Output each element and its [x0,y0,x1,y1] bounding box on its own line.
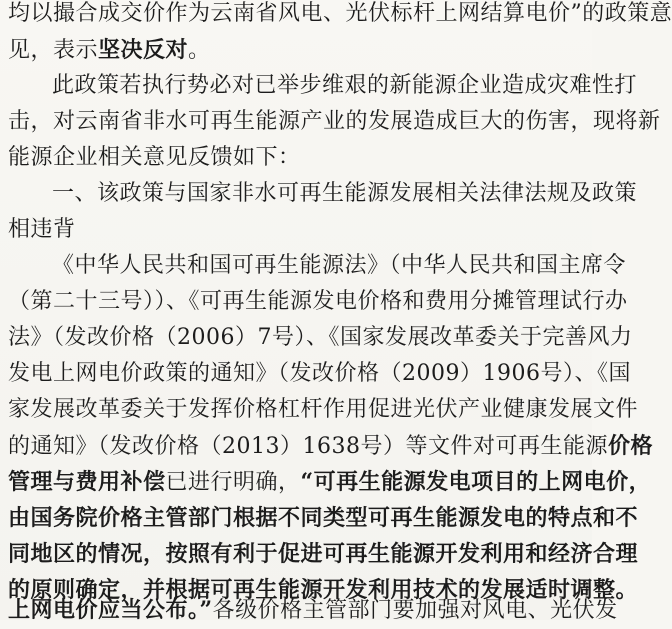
text-run: （第二十三号））、《可再生能源发电价格和费用分摊管理试行办 [8,289,628,314]
text-run: 一、该政策与国家非水可再生能源发展相关法律法规及政策 [52,181,638,206]
text-line [52,68,638,104]
text-run: 此政策若执行势必对已举步维艰的新能源企业造成灾难性打 [52,73,638,98]
text-line [8,320,633,356]
text-line [8,32,588,68]
text-line [8,392,639,428]
text-run: 均以撮合成交价作为云南省风电、光伏标杆上网结算电价”的政策意 [8,1,672,26]
text-line [8,500,639,536]
emphasis-text: “可再生能源发电项目的上网电价， [300,469,652,495]
text-run: 能源企业相关意见反馈如下： [8,145,301,170]
text-line [8,284,628,320]
text-run: 相违背 [8,217,76,242]
text-run: 各级价格主管部门要加强对风电、光伏发 [212,598,618,623]
text-run: 的通知》（发改价格（2013）1638号）等文件对可再生能源 [8,434,608,459]
text-line [8,464,652,500]
section-heading [52,176,638,212]
text-line [8,428,653,464]
text-run: 发电上网电价政策的通知》（发改价格（2009）1906号）、《国 [8,361,631,386]
text-run: 家发展改革委关于发挥价格杠杆作用促进光伏产业健康发展文件 [8,397,639,422]
emphasis-text: 由国务院价格主管部门根据不同类型可再生能源发电的特点和不 [8,505,639,531]
text-line [8,0,672,32]
emphasis-text: 上网电价应当公布。” [8,597,213,623]
emphasis-text: 管理与费用补偿 [8,469,166,495]
emphasis-text: 坚决反对 [98,37,189,63]
text-line [8,592,618,628]
text-line [8,536,639,572]
text-line [8,356,631,392]
emphasis-text: 的原则确定，并根据可再生能源开发利用技术的发展适时调整。 [8,577,639,603]
text-line [52,248,632,284]
emphasis-text: 同地区的情况，按照有利于促进可再生能源开发利用和经济合理 [8,541,639,567]
text-run: 击，对云南省非水可再生能源产业的发展造成巨大的伤害，现将新 [8,109,661,134]
text-run: 《中华人民共和国可再生能源法》（中华人民共和国主席令 [52,253,627,278]
text-run: 见，表示 [8,38,99,63]
emphasis-text: 价格 [607,433,653,459]
text-run: 。 [188,38,211,63]
text-line [8,104,661,140]
text-run: 已进行明确， [165,470,301,495]
text-run: 法》（发改价格（2006）7号）、《国家发展改革委关于完善风力 [8,325,633,350]
section-heading [8,212,588,248]
text-line [8,140,588,176]
